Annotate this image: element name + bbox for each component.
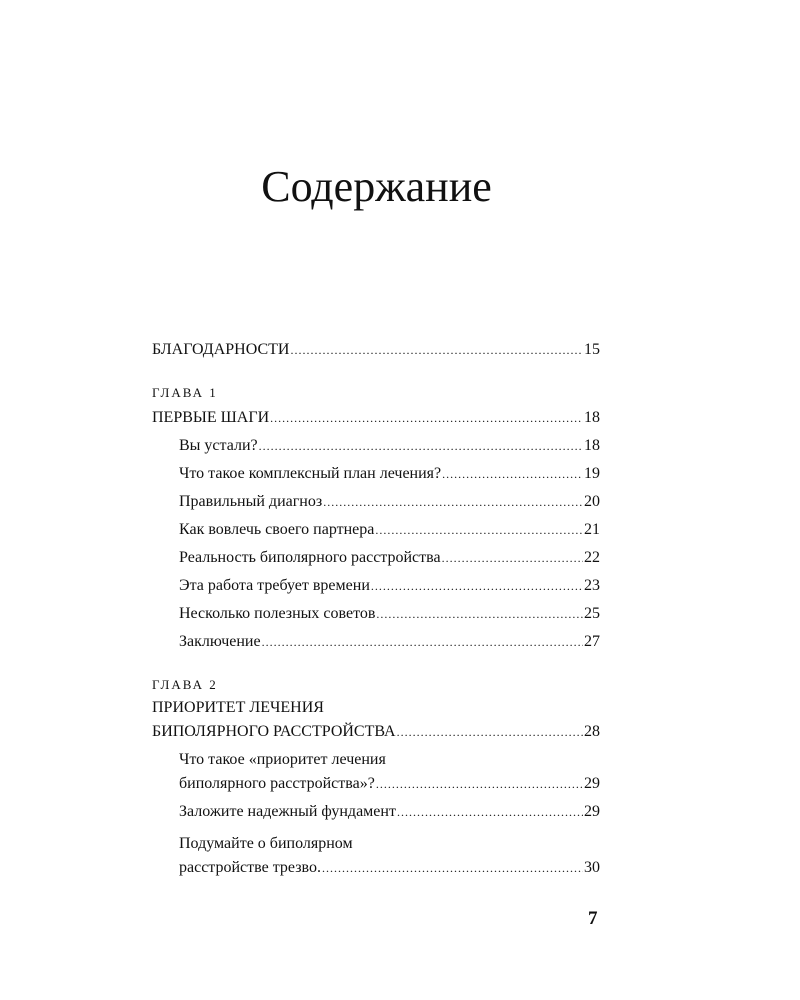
toc-entry-page: 23 — [584, 577, 600, 594]
toc-entry-section-line[interactable]: Что такое «приоритет лечения — [179, 751, 386, 768]
toc-entry-page: 30 — [584, 859, 600, 876]
toc-entry-chapter-title[interactable] — [152, 720, 600, 744]
toc-entry-label: биполярного расстройства»? — [179, 775, 375, 792]
toc-entry-section-line[interactable]: Подумайте о биполярном — [179, 835, 353, 852]
toc-entry-label: Эта работа требует времени — [179, 577, 370, 594]
toc-entry-section[interactable] — [152, 488, 600, 516]
dot-leader — [290, 336, 583, 364]
chapter-label: ГЛАВА 2 — [152, 677, 218, 692]
toc-entry-page: 18 — [584, 409, 600, 426]
toc-entry-page: 29 — [584, 803, 600, 820]
toc-entry-section[interactable] — [152, 544, 600, 572]
toc-entry-page: 20 — [584, 493, 600, 510]
toc-entry-section[interactable] — [152, 460, 600, 488]
toc-entry-chapter-title[interactable] — [152, 404, 600, 432]
toc-entry-page: 19 — [584, 465, 600, 482]
toc-entry-page: 28 — [584, 723, 600, 740]
dot-leader — [259, 432, 583, 460]
table-of-contents — [152, 336, 600, 880]
page-title: Содержание — [261, 162, 492, 211]
toc-entry-label: БИПОЛЯРНОГО РАССТРОЙСТВА — [152, 723, 396, 740]
toc-entry-page: 22 — [584, 549, 600, 566]
page-number: 7 — [588, 908, 598, 929]
toc-entry-section[interactable] — [152, 516, 600, 544]
toc-entry-section[interactable] — [152, 772, 600, 796]
toc-entry-chapter-title-line[interactable]: ПРИОРИТЕТ ЛЕЧЕНИЯ — [152, 699, 324, 716]
chapter-label: ГЛАВА 1 — [152, 385, 218, 400]
dot-leader — [442, 544, 583, 572]
dot-leader — [442, 460, 583, 488]
toc-entry-label: Что такое комплексный план лечения? — [179, 465, 442, 482]
toc-entry-section[interactable] — [152, 600, 600, 628]
dot-leader — [376, 772, 583, 796]
toc-entry-page: 21 — [584, 521, 600, 538]
toc-entry-label: Реальность биполярного расстройства — [179, 549, 441, 566]
toc-entry-acknowledgements[interactable] — [152, 336, 600, 364]
dot-leader — [397, 796, 583, 828]
toc-entry-label: ПЕРВЫЕ ШАГИ — [152, 409, 270, 426]
toc-entry-label: БЛАГОДАРНОСТИ — [152, 341, 290, 358]
toc-entry-label: расстройстве трезво. — [179, 859, 321, 876]
toc-entry-section[interactable] — [152, 432, 600, 460]
dot-leader — [397, 720, 583, 744]
dot-leader — [371, 572, 583, 600]
toc-entry-page: 15 — [584, 341, 600, 358]
toc-entry-label: Заключение — [179, 633, 261, 650]
dot-leader — [375, 516, 583, 544]
dot-leader — [376, 600, 583, 628]
toc-entry-page: 18 — [584, 437, 600, 454]
toc-entry-section[interactable] — [152, 856, 600, 880]
toc-entry-page: 29 — [584, 775, 600, 792]
dot-leader — [262, 628, 583, 656]
toc-entry-section[interactable] — [152, 572, 600, 600]
toc-entry-section[interactable] — [152, 628, 600, 656]
dot-leader — [323, 488, 583, 516]
toc-entry-page: 25 — [584, 605, 600, 622]
toc-entry-section[interactable] — [152, 796, 600, 828]
toc-entry-label: Правильный диагноз — [179, 493, 323, 510]
dot-leader — [270, 404, 583, 432]
toc-entry-label: Несколько полезных советов — [179, 605, 376, 622]
toc-entry-page: 27 — [584, 633, 600, 650]
toc-entry-label: Вы устали? — [179, 437, 258, 454]
toc-entry-label: Как вовлечь своего партнера — [179, 521, 375, 538]
toc-entry-label: Заложите надежный фундамент — [179, 803, 396, 820]
dot-leader — [322, 856, 583, 880]
